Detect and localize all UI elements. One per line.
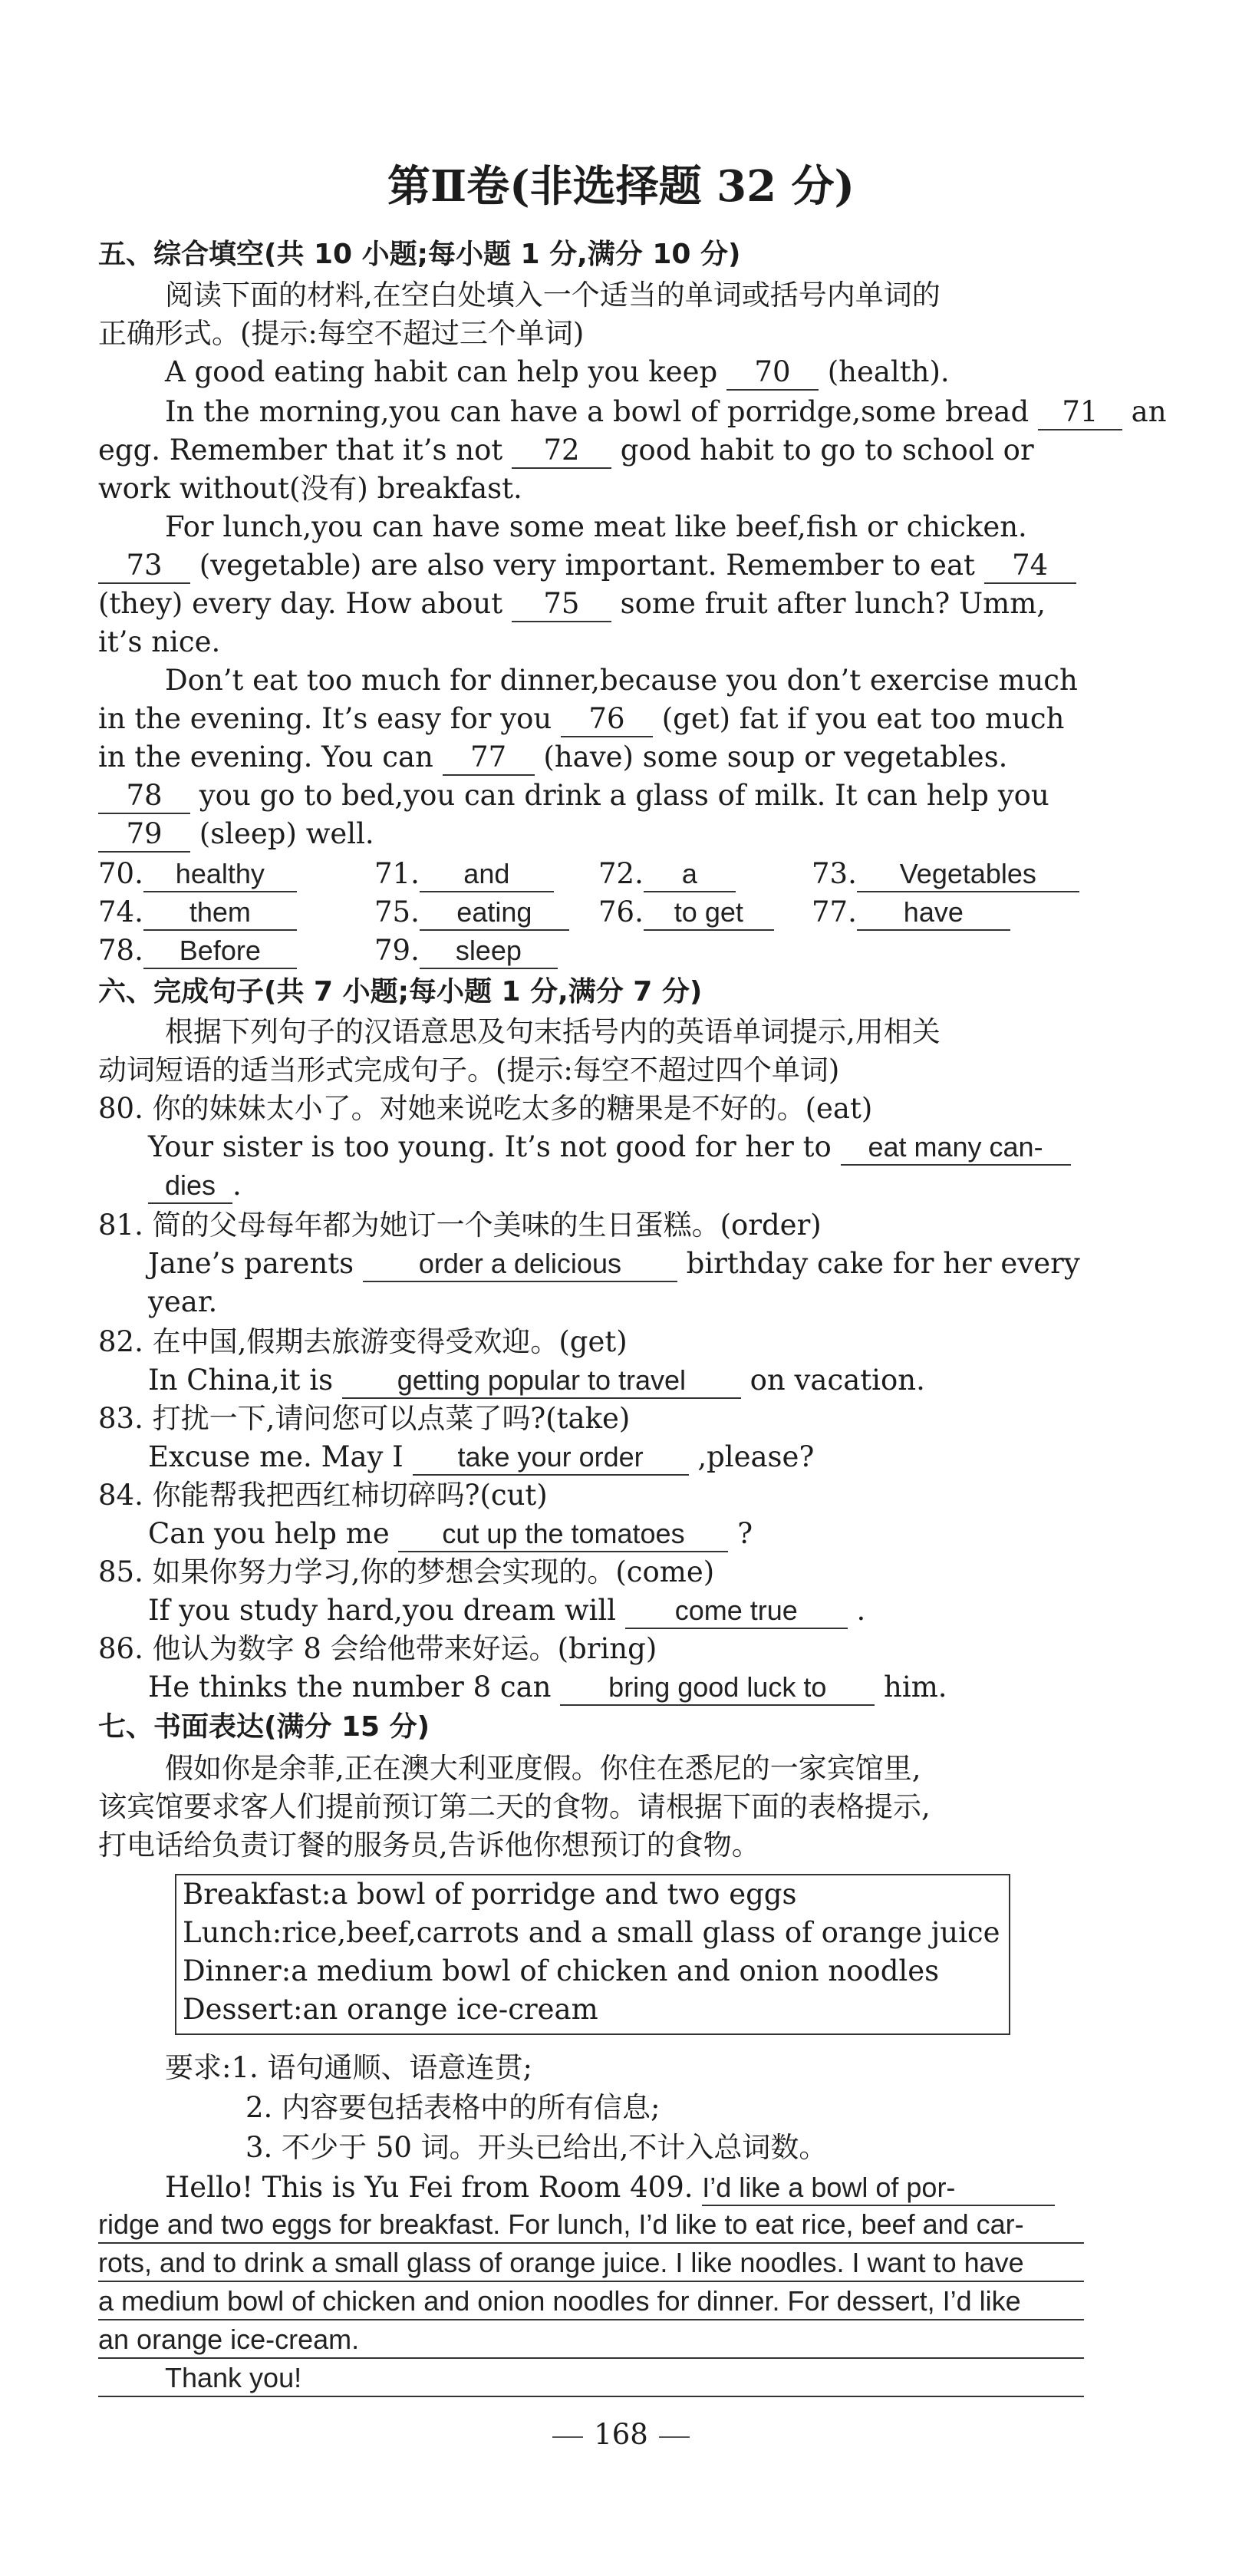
page-footer: [0, 2416, 1242, 2454]
answer-79-value: sleep: [420, 934, 558, 969]
q80-answer-cont: dies: [148, 1169, 232, 1204]
blank-70: 70: [726, 355, 819, 391]
page-number: 168: [594, 2418, 648, 2451]
q81-end: birthday cake for her every: [677, 1247, 1080, 1280]
passage-text: A good eating habit can help you keep: [165, 355, 726, 388]
answer-number: 76.: [598, 895, 644, 928]
passage-line: [165, 393, 1167, 431]
section6-instruction-1: 根据下列句子的汉语意思及句末括号内的英语单词提示,用相关: [165, 1015, 941, 1048]
q82-end: on vacation.: [740, 1364, 925, 1397]
essay-line-2: ridge and two eggs for breakfast. For lunch, I’d like to eat rice, beef and car-: [98, 2205, 1084, 2244]
passage-line: work without(没有) breakfast.: [98, 472, 522, 505]
blank-72: 72: [512, 434, 611, 469]
table-row-dinner: Dinner:a medium bowl of chicken and onion noodles: [183, 1954, 940, 1987]
answer-70-value: healthy: [143, 857, 297, 892]
q81-prompt: Jane’s parents: [148, 1247, 363, 1280]
q80-end: .: [232, 1169, 242, 1202]
answer-number: 74.: [98, 895, 143, 928]
answer-75-value: eating: [420, 895, 569, 931]
q81-english: [148, 1245, 1080, 1283]
passage-line: [98, 738, 1007, 777]
essay-first-line: [165, 2169, 1055, 2207]
essay-handwriting-1: I’d like a bowl of por-: [702, 2171, 1055, 2206]
footer-dash-left: [552, 2436, 583, 2438]
q80-answer: eat many can-: [841, 1130, 1071, 1166]
answer-72: [598, 855, 736, 893]
answer-74-value: them: [143, 895, 297, 931]
essay-line-3: rots, and to drink a small glass of orange juice. I like noodles. I want to have: [98, 2244, 1084, 2282]
passage-text: good habit to go to school or: [611, 434, 1034, 467]
table-row-lunch: Lunch:rice,beef,carrots and a small glass of orange juice: [183, 1916, 1000, 1949]
q84-answer: cut up the tomatoes: [398, 1517, 728, 1552]
answer-71-value: and: [420, 857, 554, 892]
section5-instruction-1: 阅读下面的材料,在空白处填入一个适当的单词或括号内单词的: [165, 279, 941, 312]
q84-chinese: 84. 你能帮我把西红柿切碎吗?(cut): [98, 1479, 548, 1512]
passage-line: [98, 585, 1046, 623]
blank-79: 79: [98, 817, 190, 853]
answer-number: 70.: [98, 857, 143, 890]
q85-prompt: If you study hard,you dream will: [148, 1594, 625, 1627]
passage-line: it’s nice.: [98, 625, 221, 658]
passage-text: in the evening. It’s easy for you: [98, 702, 561, 735]
passage-text: (they) every day. How about: [98, 587, 512, 620]
answer-78-value: Before: [143, 934, 297, 969]
q80-english: [148, 1128, 1071, 1166]
q85-answer: come true: [625, 1594, 848, 1629]
passage-text: (get) fat if you eat too much: [652, 702, 1065, 735]
passage-line: Don’t eat too much for dinner,because you don’t exercise much: [165, 664, 1078, 697]
section7-prompt-1: 假如你是余菲,正在澳大利亚度假。你住在悉尼的一家宾馆里,: [165, 1752, 921, 1785]
requirement-2: 2. 内容要包括表格中的所有信息;: [245, 2091, 661, 2124]
q80-chinese: 80. 你的妹妹太小了。对她来说吃太多的糖果是不好的。(eat): [98, 1092, 873, 1125]
passage-text: (have) some soup or vegetables.: [534, 740, 1008, 773]
passage-line: [98, 815, 374, 853]
table-row-breakfast: Breakfast:a bowl of porridge and two eggs: [183, 1878, 797, 1911]
blank-77: 77: [443, 740, 535, 776]
footer-dash-right: [659, 2436, 690, 2438]
answer-number: 72.: [598, 857, 644, 890]
answer-78: [98, 932, 297, 970]
answer-number: 75.: [374, 895, 420, 928]
answer-number: 78.: [98, 934, 143, 967]
section7-prompt-2: 该宾馆要求客人们提前预订第二天的食物。请根据下面的表格提示,: [98, 1790, 931, 1823]
answer-71: [374, 855, 554, 893]
answer-number: 73.: [812, 857, 857, 890]
blank-76: 76: [561, 702, 653, 737]
q83-chinese: 83. 打扰一下,请问您可以点菜了吗?(take): [98, 1402, 631, 1435]
blank-74: 74: [984, 549, 1076, 584]
q80-prompt: Your sister is too young. It’s not good for her to: [148, 1130, 841, 1163]
essay-line-4: a medium bowl of chicken and onion noodles for dinner. For dessert, I’d like: [98, 2282, 1084, 2320]
q84-end: ?: [728, 1517, 753, 1550]
q84-english: [148, 1515, 753, 1553]
answer-73: [812, 855, 1079, 893]
blank-78: 78: [98, 779, 190, 814]
q86-chinese: 86. 他认为数字 8 会给他带来好运。(bring): [98, 1632, 657, 1665]
q85-end: .: [847, 1594, 866, 1627]
answer-74: [98, 893, 297, 932]
passage-line: [98, 431, 1034, 470]
blank-75: 75: [512, 587, 611, 622]
passage-text: (sleep) well.: [190, 817, 374, 850]
q82-prompt: In China,it is: [148, 1364, 342, 1397]
q81-answer: order a delicious: [363, 1247, 677, 1282]
table-row-dessert: Dessert:an orange ice-cream: [183, 1993, 598, 2026]
q86-prompt: He thinks the number 8 can: [148, 1671, 561, 1704]
passage-text: in the evening. You can: [98, 740, 443, 773]
q82-chinese: 82. 在中国,假期去旅游变得受欢迎。(get): [98, 1325, 628, 1358]
answer-70: [98, 855, 297, 893]
passage-text: (health).: [818, 355, 950, 388]
passage-line: [98, 700, 1065, 738]
q83-prompt: Excuse me. May I: [148, 1440, 413, 1473]
answer-75: [374, 893, 569, 932]
passage-line: [165, 353, 950, 391]
menu-table: [175, 1874, 1010, 2035]
passage-text: an: [1122, 395, 1167, 428]
requirement-1: 要求:1. 语句通顺、语意连贯;: [165, 2051, 532, 2084]
section5-heading: 五、综合填空(共 10 小题;每小题 1 分,满分 10 分): [98, 239, 741, 270]
q82-answer: getting popular to travel: [342, 1364, 741, 1399]
section5-instruction-2: 正确形式。(提示:每空不超过三个单词): [98, 317, 585, 350]
essay-line-6: Thank you!: [98, 2359, 1084, 2397]
q81-chinese: 81. 简的父母每年都为她订一个美味的生日蛋糕。(order): [98, 1209, 822, 1242]
answer-76: [598, 893, 774, 932]
q83-answer: take your order: [413, 1440, 689, 1476]
q86-end: him.: [875, 1671, 947, 1704]
q80-english-cont: [148, 1166, 242, 1205]
essay-opening: Hello! This is Yu Fei from Room 409.: [165, 2171, 703, 2204]
section6-heading: 六、完成句子(共 7 小题;每小题 1 分,满分 7 分): [98, 976, 703, 1008]
answer-77-value: have: [857, 895, 1010, 931]
section7-prompt-3: 打电话给负责订餐的服务员,告诉他你想预订的食物。: [98, 1829, 760, 1862]
q84-prompt: Can you help me: [148, 1517, 399, 1550]
q83-end: ,please?: [688, 1440, 815, 1473]
answer-77: [812, 893, 1010, 932]
q86-answer: bring good luck to: [560, 1671, 875, 1706]
passage-line: [98, 546, 1076, 585]
answer-number: 77.: [812, 895, 857, 928]
q82-english: [148, 1361, 925, 1400]
essay-line-5: an orange ice-cream.: [98, 2320, 1084, 2359]
requirement-3: 3. 不少于 50 词。开头已给出,不计入总词数。: [245, 2131, 828, 2164]
blank-73: 73: [98, 549, 190, 584]
passage-text: In the morning,you can have a bowl of porridge,some bread: [165, 395, 1038, 428]
paper-title: 第Ⅱ卷(非选择题 32 分): [387, 161, 855, 212]
blank-71: 71: [1038, 395, 1122, 430]
answer-73-value: Vegetables: [857, 857, 1079, 892]
answer-number: 79.: [374, 934, 420, 967]
answer-76-value: to get: [644, 895, 774, 931]
q85-english: [148, 1591, 865, 1630]
passage-text: egg. Remember that it’s not: [98, 434, 512, 467]
q81-english-cont: year.: [148, 1285, 218, 1318]
section6-instruction-2: 动词短语的适当形式完成句子。(提示:每空不超过四个单词): [98, 1054, 840, 1087]
answer-number: 71.: [374, 857, 420, 890]
passage-text: some fruit after lunch? Umm,: [611, 587, 1046, 620]
q83-english: [148, 1438, 814, 1476]
answer-72-value: a: [644, 857, 736, 892]
q86-english: [148, 1668, 947, 1707]
passage-text: (vegetable) are also very important. Remember to eat: [190, 549, 984, 582]
q85-chinese: 85. 如果你努力学习,你的梦想会实现的。(come): [98, 1555, 715, 1588]
passage-text: you go to bed,you can drink a glass of milk. It can help you: [190, 779, 1049, 812]
passage-line: [98, 777, 1049, 815]
passage-line: For lunch,you can have some meat like beef,fish or chicken.: [165, 510, 1027, 543]
section7-heading: 七、书面表达(满分 15 分): [98, 1711, 430, 1743]
answer-79: [374, 932, 558, 970]
